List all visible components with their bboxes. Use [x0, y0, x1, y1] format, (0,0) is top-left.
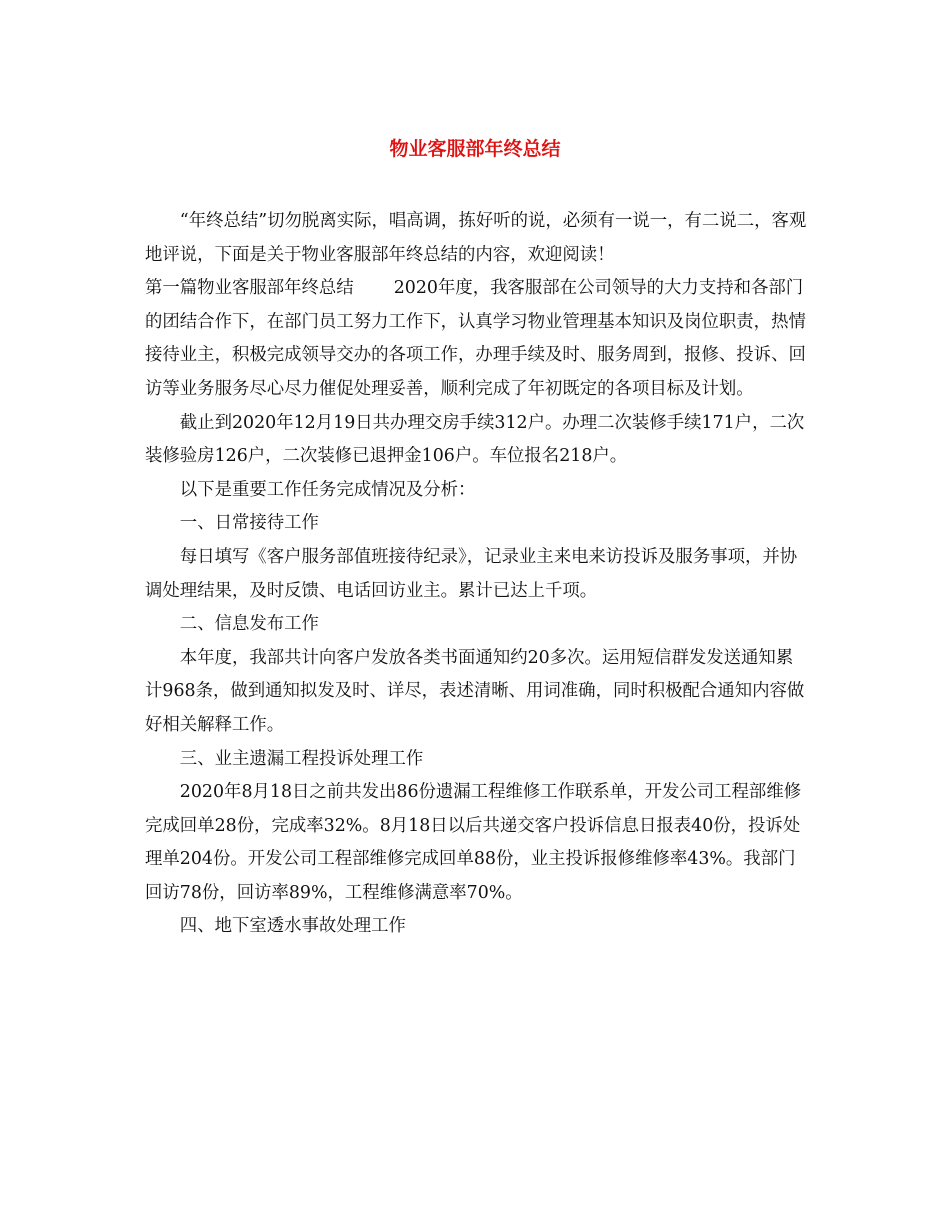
section2-heading: 二、信息发布工作	[179, 614, 319, 635]
first-article-text: 2020年度，我客服部在公司领导的大力支持和各部门的团结合作下，在部门员工努力工作下，认真学习物业管理基本知识及岗位职责，热情接待业主，积极完成领导交办的各项工作，办理手续及时、服务周到，报修、投诉、回访等业务服务尽心尽力催促处理妥善，顺利完成了年初既定的各项目标及计划。	[145, 278, 806, 399]
section2-paragraph: 本年度，我部共计向客户发放各类书面通知约20多次。运用短信群发发送通知累计968条，做到通知拟发及时、详尽，表述清晰、用词准确，同时积极配合通知内容做好相关解释工作。	[145, 647, 805, 735]
section4-heading: 四、地下室透水事故处理工作	[179, 916, 406, 937]
intro-paragraph: “年终总结”切勿脱离实际，唱高调，拣好听的说，必须有一说一，有二说二，客观地评说，下面是关于物业客服部年终总结的内容，欢迎阅读！	[145, 211, 807, 265]
first-article-heading: 第一篇物业客服部年终总结	[145, 278, 354, 299]
first-article-paragraph	[145, 272, 808, 406]
section1-paragraph: 每日填写《客户服务部值班接待纪录》，记录业主来电来访投诉及服务事项，并协调处理结果，及时反馈、电话回访业主。累计已达上千项。	[145, 546, 798, 601]
document-title: 物业客服部年终总结	[389, 138, 561, 160]
stats-paragraph: 截止到2020年12月19日共办理交房手续312户。办理二次装修手续171户，二次装修验房126户，二次装修已退押金106户。车位报名218户。	[145, 412, 805, 467]
document-body	[145, 205, 808, 944]
section1-heading: 一、日常接待工作	[179, 513, 319, 534]
section3-paragraph: 2020年8月18日之前共发出86份遗漏工程维修工作联系单，开发公司工程部维修完成回单28份，完成率32%。8月18日以后共递交客户投诉信息日报表40份，投诉处理单204份。开发公司工程部维修完成回单88份，业主投诉报修维修率43%。我部门回访78份，回访率89%，工程维修满意率70%。	[145, 782, 802, 903]
section3-heading: 三、业主遗漏工程投诉处理工作	[179, 748, 424, 769]
analysis-intro: 以下是重要工作任务完成情况及分析：	[179, 479, 476, 500]
